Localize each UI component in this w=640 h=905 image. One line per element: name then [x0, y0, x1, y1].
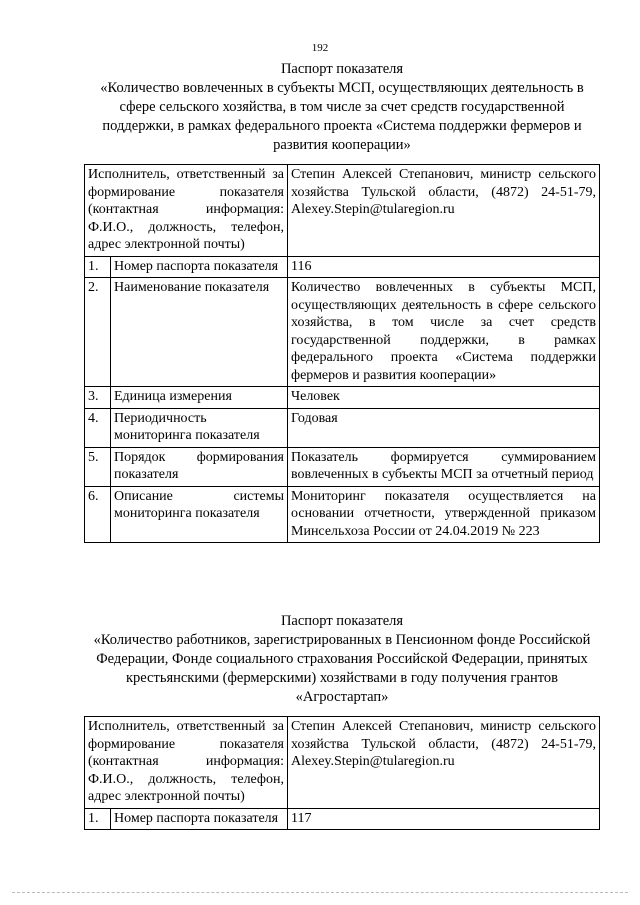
row-number: 1. — [85, 256, 111, 278]
table-row — [85, 408, 600, 447]
passport-heading: Паспорт показателя — [280, 61, 404, 77]
row-name: Наименование показателя — [111, 278, 288, 387]
table-row — [85, 165, 600, 257]
row-name: Порядок формирования показателя — [111, 447, 288, 486]
passport-117 — [84, 612, 600, 830]
row-number: 6. — [85, 486, 111, 543]
row-name: Номер паспорта показателя — [111, 256, 288, 278]
row-name: Периодичность мониторинга показателя — [111, 408, 288, 447]
row-value: Показатель формируется суммированием вовлеченных в субъекты МСП за отчетный период — [288, 447, 600, 486]
passport-heading: Паспорт показателя — [280, 613, 404, 629]
executor-value: Степин Алексей Степанович, министр сельского хозяйства Тульской области, (4872) 24-51-79, Alexey.Stepin@tularegion.ru — [288, 717, 600, 809]
table-row — [85, 447, 600, 486]
row-value: Годовая — [288, 408, 600, 447]
row-number: 3. — [85, 387, 111, 409]
row-name: Описание системы мониторинга показателя — [111, 486, 288, 543]
row-value: Количество вовлеченных в субъекты МСП, осуществляющих деятельность в сфере сельского хозяйства, в том числе за счет средств государственной поддержки, в рамках федерального проекта «Система поддержки фермеров и развития кооперации» — [288, 278, 600, 387]
passport-title: «Количество работников, зарегистрированных в Пенсионном фонде Российской Федерации, Фонде социального страхования Российской Федерации, принятых крестьянскими (фермерскими) хозяйствами в году получения грантов «Агростартап» — [93, 632, 591, 705]
table-row — [85, 486, 600, 543]
row-name: Единица измерения — [111, 387, 288, 409]
row-number: 4. — [85, 408, 111, 447]
row-number: 1. — [85, 808, 111, 830]
row-name: Номер паспорта показателя — [111, 808, 288, 830]
row-value: 116 — [288, 256, 600, 278]
executor-label: Исполнитель, ответственный за формирование показателя (контактная информация: Ф.И.О., должность, телефон, адрес электронной почты) — [85, 165, 288, 257]
row-value: Мониторинг показателя осуществляется на основании отчетности, утвержденной приказом Минсельхоза России от 24.04.2019 № 223 — [288, 486, 600, 543]
table-row — [85, 387, 600, 409]
page-number: 192 — [311, 42, 329, 54]
row-value: 117 — [288, 808, 600, 830]
executor-label: Исполнитель, ответственный за формирование показателя (контактная информация: Ф.И.О., должность, телефон, адрес электронной почты) — [85, 717, 288, 809]
table-row — [85, 808, 600, 830]
passport-table — [84, 716, 600, 830]
passport-table — [84, 164, 600, 543]
table-row — [85, 256, 600, 278]
table-row — [85, 717, 600, 809]
passport-title: «Количество вовлеченных в субъекты МСП, осуществляющих деятельность в сфере сельского хозяйства, в том числе за счет средств государственной поддержки, в рамках федерального проекта «Система поддержки фермеров и развития кооперации» — [100, 80, 584, 153]
passport-116 — [84, 60, 600, 543]
table-row — [85, 278, 600, 387]
page-edge-divider — [12, 892, 628, 893]
executor-value: Степин Алексей Степанович, министр сельского хозяйства Тульской области, (4872) 24-51-79, Alexey.Stepin@tularegion.ru — [288, 165, 600, 257]
row-value: Человек — [288, 387, 600, 409]
row-number: 5. — [85, 447, 111, 486]
row-number: 2. — [85, 278, 111, 387]
